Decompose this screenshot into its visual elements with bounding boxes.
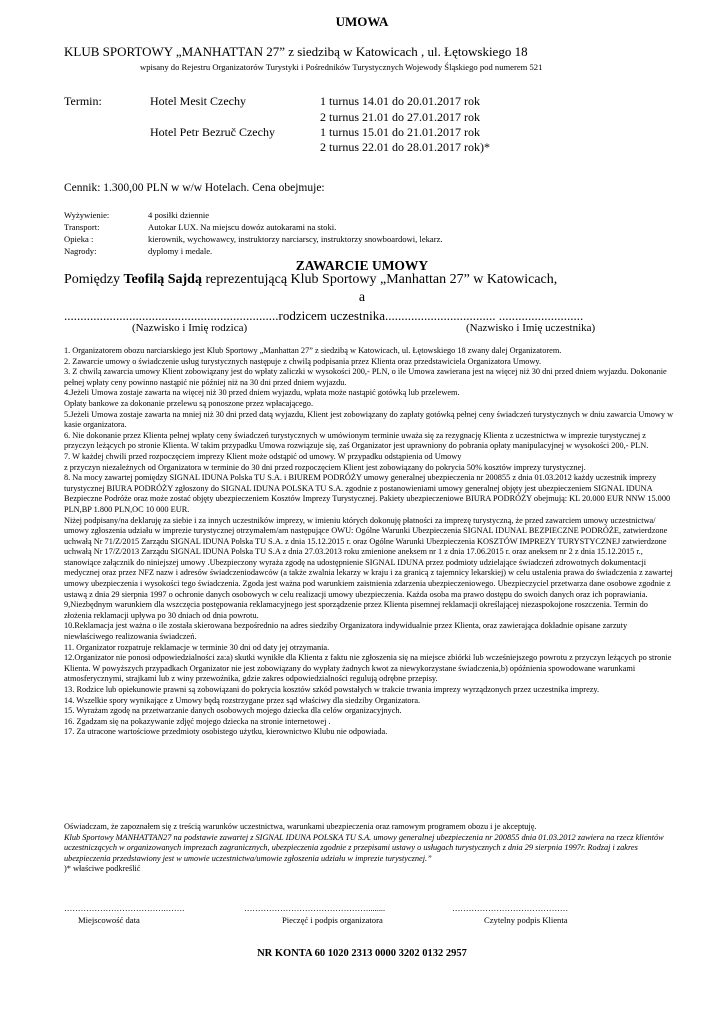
hotel-2-name: Hotel Petr Bezruč Czechy xyxy=(150,125,275,139)
term-label: Termin: xyxy=(64,94,102,108)
clause: 3. Z chwilą zawarcia umowy Klient zobowiązany jest do wpłaty zaliczki w wysokości 200,- PLN, o ile Umowa zawierana jest na więcej niż 30 dni przed dniem wyjazdu. Dokonanie pełnej wpłaty ceny powinno nastąpić nie później niż na 30 dni przed dniem wyjazdu. xyxy=(64,367,667,387)
signature-label-organizer: Pieczęć i podpis organizatora xyxy=(282,915,383,925)
signature-line-client: …………………………………… xyxy=(452,904,569,913)
between-post: reprezentującą Klub Sportowy „Manhattan 27” w Katowicach, xyxy=(201,272,558,287)
declaration-statement: Oświadczam, że zapoznałem się z treścią warunków uczestnictwa, warunkami ubezpieczenia oraz ramowym programem obozu i je akceptuję. xyxy=(64,822,537,831)
clause: 12.Organizator nie ponosi odpowiedzialności za:a) skutki wynikłe dla Klienta z faktu nie zgłoszenia się na miejsce zbiórki lub wcześniejszego powrotu z przyczyn leżących po stronie Klienta. W powyższych przypadkach Organizator nie jest zobowiązany do wypłaty żadnych kwot za niewykorzystane świadczenia,b) opóźnienia spowodowane warunkami atmosferycznymi, strajkami lub z winy przewoźnika, gdzie zakres odpowiedzialności regulują odrębne przepisy. xyxy=(64,653,672,684)
clause: 9,Niezbędnym warunkiem dla wszczęcia postępowania reklamacyjnego jest sporządzenie przez Klienta pisemnej reklamacji określającej niezaspokojone roszczenia. Termin do złożenia reklamacji upływa po 30 dniach od dnia powrotu. xyxy=(64,600,648,620)
clause: 1. Organizatorem obozu narciarskiego jest Klub Sportowy „Manhattan 27” z siedzibą w Katowicach, ul. Łętowskiego 18 zwany dalej Organizatorem. xyxy=(64,346,562,355)
parent-name-label: (Nazwisko i Imię rodzica) xyxy=(132,322,248,334)
signature-label-client: Czytelny podpis Klienta xyxy=(484,915,568,925)
clause: 11. Organizator rozpatruje reklamacje w terminie 30 dni od daty jej otrzymania. xyxy=(64,642,330,652)
include-value: dyplomy i medale. xyxy=(148,246,213,256)
child-name-label: (Nazwisko i Imię uczestnika) xyxy=(466,322,596,334)
clause: 4.Jeżeli Umowa zostaje zawarta na więcej niż 30 przed dniem wyjazdu, wpłata może nastąpić gotówką lub przelewem. xyxy=(64,388,460,398)
contract-clauses xyxy=(64,346,676,816)
register-note: wpisany do Rejestru Organizatorów Turystyki i Pośredników Turystycznych Wojewody Śląskiego pod numerem 521 xyxy=(140,62,543,72)
clause: 2. Zawarcie umowy o świadczenie usług turystycznych następuje z chwilą podpisania przez Klienta oraz przedstawiciela Organizatora Umowy. xyxy=(64,356,542,366)
hotel-2-turn-2: 2 turnus 22.01 do 28.01.2017 rok)* xyxy=(320,140,490,154)
hotel-1-turn-1: 1 turnus 14.01 do 20.01.2017 rok xyxy=(320,94,480,108)
underline-note: )* właściwe podkreślić xyxy=(64,864,141,874)
include-label: Wyżywienie: xyxy=(64,210,110,220)
clause: 16. Zgadzam się na pokazywanie zdjęć mojego dziecka na stronie internetowej . xyxy=(64,716,331,726)
hotel-1-turn-2: 2 turnus 21.01 do 27.01.2017 rok xyxy=(320,110,480,124)
price-line: Cennik: 1.300,00 PLN w w/w Hotelach. Cena obejmuje: xyxy=(64,182,325,194)
representative-name: Teofilą Sajdą xyxy=(123,272,202,287)
parent-child-fill-line: ..................................................................rodzicem uczestnika.................................. .......................... xyxy=(64,308,584,323)
clause: 14. Wszelkie spory wynikające z Umowy będą rozstrzygane przez sąd właściwy dla siedziby Organizatora. xyxy=(64,695,421,705)
insurance-note: Klub Sportowy MANHATTAN27 na podstawie zawartej z SIGNAL IDUNA POLSKA TU S.A. umowy generalnej ubezpieczenia nr 200855 dnia 01.03.2012 zawiera na rzecz klientów uczestniczących w organizowanych imprezach zagranicznych, ubezpieczenia zgodnie z przepisami ustawy o usługach turystycznych z dnia 29 sierpnia 1997r. Rodzaj i zakres ubezpieczenia przedstawiony jest w umowie uczestnictwa/umowie zgłoszenia udziału w imprezie turystycznej.” xyxy=(64,832,664,863)
hotel-2-turn-1: 1 turnus 15.01 do 21.01.2017 rok xyxy=(320,125,480,139)
include-label: Nagrody: xyxy=(64,246,97,256)
include-label: Opieka : xyxy=(64,234,94,244)
between-pre: Pomiędzy xyxy=(64,272,124,287)
include-value: 4 posiłki dziennie xyxy=(148,210,210,220)
clause: 15. Wyrażam zgodę na przetwarzanie danych osobowych mojego dziecka dla celów organizacyjnych. xyxy=(64,706,402,716)
bank-account-number: NR KONTA 60 1020 2313 0000 3202 0132 2957 xyxy=(257,948,467,959)
include-label: Transport: xyxy=(64,222,100,232)
clause: 6. Nie dokonanie przez Klienta pełnej wpłaty ceny świadczeń turystycznych w umówionym terminie uważa się za rezygnację Klienta z uczestnictwa w imprezie turystycznej z przyczyn leżących po stronie Klienta. W takim przypadku Umowa rozwiązuje się, zaś Organizator jest uprawniony do pobrania opłaty manipulacyjnej w wysokości 200,- PLN. xyxy=(64,430,649,451)
clause: 13. Rodzice lub opiekunowie prawni są zobowiązani do pokrycia kosztów szkód powstałych w trakcie trwania imprezy wyrządzonych przez uczestnika imprezy. xyxy=(64,685,600,694)
document-title: UMOWA xyxy=(335,14,389,29)
clause: 10.Reklamacja jest ważna o ile została skierowana bezpośrednio na adres siedziby Organizatora indywidualnie przez Klienta, oraz zawierająca dokładnie opisane zarzuty niewłaściwego realizowania świadczeń. xyxy=(64,621,628,642)
include-value: kierownik, wychowawcy, instruktorzy narciarscy, instruktorzy snowboardowi, lekarz. xyxy=(148,234,443,244)
clause: 7. W każdej chwili przed rozpoczęciem imprezy Klient może odstąpić od umowy. W przypadku odstąpienia od Umowy xyxy=(64,451,462,461)
signature-line-place-date: ……………………………….……. xyxy=(64,904,185,913)
clause: 5.Jeżeli Umowa zostaje zawarta na mniej niż 30 dni przed datą wyjazdu, Klient jest zobowiązany do zapłaty gotówką pełnej ceny świadczeń turystycznych w dniu zawarcia Umowy w kasie organizatora. xyxy=(64,409,674,430)
clause: 17. Za utracone wartościowe przedmioty osobistego użytku, kierownictwo Klubu nie odpowiada. xyxy=(64,727,388,737)
hotel-1-name: Hotel Mesit Czechy xyxy=(150,94,246,108)
declaration xyxy=(64,822,676,875)
contract-parties xyxy=(64,272,557,288)
contract-title: ZAWARCIE UMOWY xyxy=(295,258,429,273)
clause: z przyczyn niezależnych od Organizatora w terminie do 30 dni przed rozpoczęciem Klient jest zobowiązany do pokrycia 50% kosztów imprezy turystycznej. xyxy=(64,462,586,472)
include-value: Autokar LUX. Na miejscu dowóz autokarami na stoki. xyxy=(148,222,337,232)
and-word: a xyxy=(358,290,366,305)
signature-line-organizer: ………………………………………........ xyxy=(244,904,386,913)
clause: 8. Na mocy zawartej pomiędzy SIGNAL IDUNA Polska TU S.A. i BIUREM PODRÓŻY umowy generalnej ubezpieczenia nr 200855 z dnia 01.03.2012 każdy uczestnik imprezy turystycznej BIURA PODRÓŻY zgłoszony do SIGNAL IDUNA POLSKA TU S.A. zgodnie z postanowieniami umowy generalnej objęty jest ubezpieczeniem SIGNAL IDUNA Bezpieczne Podróże oraz może zostać objęty ubezpieczeniem Kosztów Imprezy Turystycznej. Pakiety ubezpieczeniowe BIURA PODRÓŻY obejmują: KL 20.000 EUR NNW 15.000 PLN,BP 1.800 PLN,OC 10 000 EUR. xyxy=(64,473,671,514)
clause: Niżej podpisany/na deklaruję za siebie i za innych uczestników imprezy, w imieniu których dokonuję płatności za imprezę turystyczną, że przed zawarciem umowy uczestnictwa/ umowy zgłoszenia udziału w imprezie turystycznej otrzymałem/am następujące OWU: Ogólne Warunki Ubezpieczenia SIGNAL IDUNAL BEZPIECZNE PODRÓŻE, zatwierdzone uchwałą Nr 71/Z/2015 Zarządu SIGNAL IDUNA Polska TU S.A. z dnia 15.12.2015 r. oraz Ogólne Warunki Ubezpieczenia KOSZTÓW IMPREZY TURYSTYCZNEJ zatwierdzone uchwałą Nr 17/Z/2013 Zarządu SIGNAL IDUNA Polska TU S.A z dnia 27.03.2013 roku zmienione aneksem nr 1 z dnia 17.06.2015 r. oraz aneksem nr 2 z dnia 15.12.2015 r., stanowiące załącznik do niniejszej umowy .Ubezpieczony wyraża zgodę na udostępnienie SIGNAL IDUNA przez podmioty udzielające świadczeń zdrowotnych dokumentacji medycznej oraz przez NFZ nazw i adresów świadczeniodawców (a także zwalnia lekarzy w kraju i za granicą z tajemnicy lekarskiej) w celu ustalenia prawa do świadczenia z zawartej umowy ubezpieczenia i wysokości tego świadczenia. Zgoda jest ważna pod warunkiem zaistnienia zdarzenia ubezpieczeniowego. Ubezpieczyciel przetwarza dane osobowe zgodnie z ustawą z dnia 29 sierpnia 1997 o ochronie danych osobowych w celu realizacji umowy ubezpieczenia. Każda osoba ma prawo dostępu do swoich danych oraz ich poprawiania. xyxy=(64,515,673,599)
signature-label-place-date: Miejscowość data xyxy=(78,915,140,925)
club-name: KLUB SPORTOWY „MANHATTAN 27” z siedzibą w Katowicach , ul. Łętowskiego 18 xyxy=(64,44,528,59)
clause: Opłaty bankowe za dokonanie przelewu są ponoszone przez wpłacającego. xyxy=(64,398,314,408)
